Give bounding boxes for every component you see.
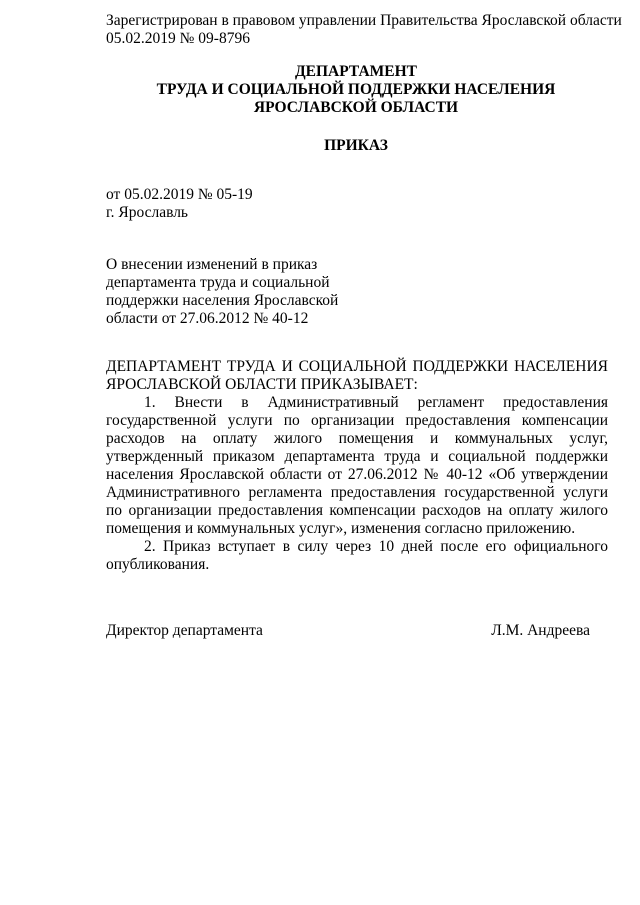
order-date-block	[106, 186, 253, 222]
order-subject	[106, 256, 366, 328]
subject-line-1: О внесении изменений в приказ	[106, 256, 318, 273]
header-line-2: ТРУДА И СОЦИАЛЬНОЙ ПОДДЕРЖКИ НАСЕЛЕНИЯ	[156, 81, 556, 98]
order-preamble: ДЕПАРТАМЕНТ ТРУДА И СОЦИАЛЬНОЙ ПОДДЕРЖКИ НАСЕЛЕНИЯ ЯРОСЛАВСКОЙ ОБЛАСТИ ПРИКАЗЫВАЕТ:	[106, 358, 608, 393]
order-city: г. Ярославль	[106, 204, 188, 221]
order-body	[106, 358, 608, 574]
registration-line-1: Зарегистрирован в правовом управлении Правительства Ярославской области	[106, 12, 622, 29]
order-item-1: 1. Внести в Административный регламент предоставления государственной услуги по организации предоставления компенсации расходов на оплату жилого помещения и коммунальных услуг, утвержденный приказом департамента труда и социальной поддержки населения Ярославской области от 27.06.2012 № 40-12 «Об утверждении Административного регламента предоставления государственной услуги по организации предоставления компенсации расходов на оплату жилого помещения и коммунальных услуг», изменения согласно приложению.	[106, 394, 608, 537]
subject-line-4: области от 27.06.2012 № 40-12	[106, 310, 309, 327]
subject-line-3: поддержки населения Ярославской	[106, 292, 339, 309]
registration-note	[106, 12, 626, 48]
signature-block	[106, 622, 590, 640]
registration-line-2: 05.02.2019 № 09-8796	[106, 30, 250, 47]
signatory-position: Директор департамента	[106, 622, 263, 639]
signatory-name: Л.М. Андреева	[491, 622, 590, 639]
department-header	[106, 63, 606, 117]
header-line-3: ЯРОСЛАВСКОЙ ОБЛАСТИ	[253, 99, 459, 116]
header-line-1: ДЕПАРТАМЕНТ	[294, 63, 418, 80]
order-item-2: 2. Приказ вступает в силу через 10 дней после его официального опубликования.	[106, 538, 608, 573]
subject-line-2: департамента труда и социальной	[106, 274, 330, 291]
order-title: ПРИКАЗ	[324, 137, 388, 154]
order-date: от 05.02.2019 № 05-19	[106, 186, 253, 203]
